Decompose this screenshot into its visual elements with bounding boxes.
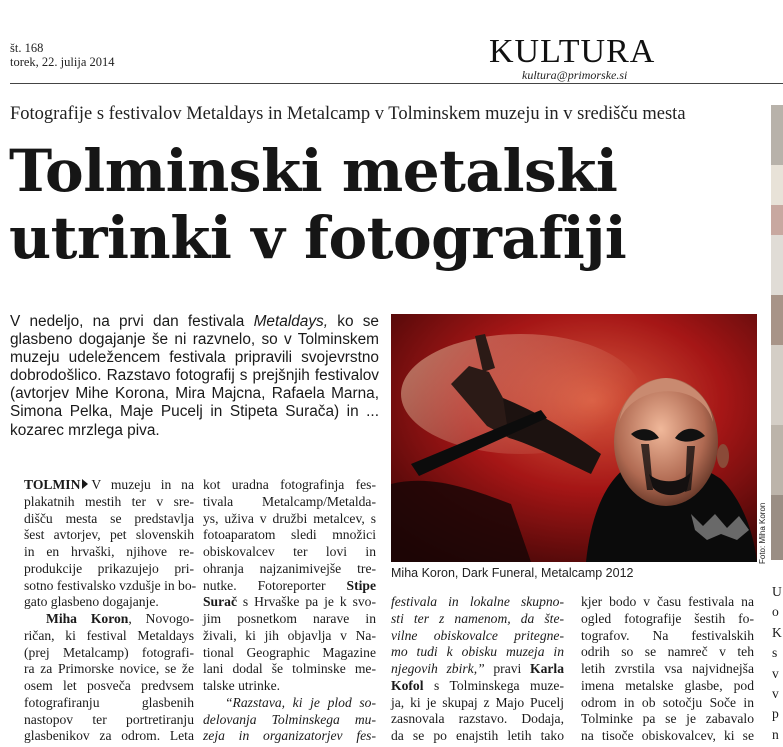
col3-quote-line: sti ter z namenom, da šte- — [391, 610, 564, 626]
col1-line: osem let posveča predvsem — [24, 678, 194, 693]
section-title: KULTURA — [489, 33, 656, 70]
headline-line-1: Tolminski metalski — [9, 137, 618, 205]
col1-line: ričan, ki festival Metaldays — [24, 627, 194, 643]
fragment-line: v — [772, 665, 779, 681]
fragment-line: p — [772, 706, 779, 722]
col2-line: nutke. Fotoreporter — [203, 577, 347, 593]
col2-line: ohranja najzanimivejše tre- — [203, 560, 376, 576]
curator-name-first: Karla — [530, 661, 564, 676]
lead-text-end: ko se glasbeno dogajanje še ni razvnelo, so v Tolminskem muzeju udeležencem festivala pripravili svojevrstno dobrodošlico. Razstavo fotografij s prejšnjih festivalov (avtorjev Mihe Korona, Mira Majcna, Rafaela Marna, Simona Pelka, Maje Pucelj in Stipeta Surača) in ... kozarec mrzlega piva. — [10, 313, 379, 439]
col1-line: (prej Metalcamp) fotografi- — [24, 644, 194, 660]
col2-quote-line: “Razstava, ki je plod so- — [225, 694, 376, 710]
col4-line: letih zvrstila vsa najvidnejša — [581, 661, 754, 676]
photographer-name-last: Surač — [203, 594, 237, 610]
col1-line: ra za Primorske novice, se že — [24, 661, 194, 677]
col4-line: na tisoče obiskovalcev, ki se — [581, 728, 754, 743]
col4-line: odrih so se namreč v teh — [581, 644, 754, 660]
col1-line: glasbenikov za odrom. Leta — [24, 728, 194, 744]
headline-line-2: utrinki v fotografiji — [9, 204, 627, 272]
col2-line: tional Geographic Magazine — [203, 644, 376, 660]
col1-line: in en hrvaški, njihove re- — [24, 544, 194, 559]
col3-line: zasnovala razstavo. Dodaja, — [391, 711, 564, 727]
fragment-line: n — [772, 726, 779, 742]
col2-line: fotoaparatom sledi množici — [203, 527, 376, 543]
col3-quote-line: njegovih zbirk,” — [391, 661, 485, 676]
col2-line: tivala Metalcamp/Metalda- — [203, 493, 376, 509]
col1-line: nastopov ter portretiranju — [24, 711, 194, 727]
dateline: TOLMIN — [24, 477, 81, 492]
col1-line: V muzeju in na — [91, 477, 194, 492]
col4-line: Tolminke pa se je zabavalo — [581, 711, 754, 727]
col2-line: ys, uživa v družbi metalcev, s — [203, 510, 376, 526]
col3-quote-line: vilne obiskovalce pritegne- — [391, 627, 564, 643]
col2-line: s Hrvaške pa je k svo- — [236, 594, 376, 610]
body-column-4 — [581, 594, 754, 745]
col3-quote-line: festivala in lokalne skupno- — [391, 594, 564, 609]
issue-date: torek, 22. julija 2014 — [10, 55, 115, 69]
col2-quote-line: delovanja Tolminskega mu- — [203, 711, 376, 727]
col1-line: produkcije prikazujejo pri- — [24, 560, 194, 576]
lead-festival-name: Metaldays, — [253, 313, 329, 330]
dateline-arrow-icon — [82, 479, 88, 489]
col3-line: ja, ki je skupaj z Majo Pucelj — [391, 694, 564, 710]
col1-line: fotografiranju glasbenih — [24, 694, 194, 710]
col2-line: jim posnetkom narave in — [203, 611, 376, 626]
photo-credit: Foto: Miha Koron — [758, 502, 767, 564]
col1-line: plakatnih mestih ter v sre- — [24, 493, 194, 509]
article-kicker: Fotografije s festivalov Metaldays in Metalcamp v Tolminskem muzeju in v središču mesta — [10, 104, 686, 124]
author-name-koron: Miha Koron — [46, 611, 129, 626]
lead-text-start: V nedeljo, na prvi dan festivala — [10, 313, 254, 330]
adjacent-article-fragment — [772, 582, 783, 745]
col2-line: kot uradna fotografinja fes- — [203, 477, 376, 492]
curator-name-last: Kofol — [391, 677, 424, 693]
photo-caption: Miha Koron, Dark Funeral, Metalcamp 2012 — [391, 566, 634, 580]
fragment-line: s — [772, 645, 778, 661]
col1-line: dišču mesta se predstavlja — [24, 510, 194, 526]
col2-line: lani dodal še tolminske me- — [203, 661, 376, 677]
col1-line: šest avtorjev, pet slovenskih — [24, 527, 194, 543]
col1-line: sotno festivalsko vzdušje in bo- — [24, 577, 197, 593]
col1-line: , Novogo- — [128, 611, 194, 626]
concert-photo — [391, 314, 757, 562]
article-lead — [10, 313, 379, 440]
col4-line: tografov. Na festivalskih — [581, 627, 754, 643]
section-email: kultura@primorske.si — [522, 68, 628, 82]
col1-line: gato glasbeno dogajanje. — [24, 594, 159, 610]
col2-quote-line: zeja in organizatorjev fes- — [203, 728, 376, 744]
masthead-rule — [10, 83, 783, 84]
concert-photo-illustration — [391, 314, 757, 562]
body-column-1 — [24, 477, 197, 745]
body-column-3 — [391, 594, 564, 745]
col4-line: imena metalske glasbe, pod — [581, 677, 754, 693]
fragment-line: K — [772, 624, 782, 640]
fragment-line: v — [772, 686, 779, 702]
col3-line: pravi — [484, 661, 531, 676]
col3-line: da se po enajstih letih tako — [391, 728, 564, 743]
col3-quote-line: mo tudi k obisku muzeja in — [391, 644, 564, 660]
body-column-2 — [203, 477, 376, 745]
col2-line: živali, ki jih objavlja v Na- — [203, 627, 376, 643]
col4-line: kjer bodo v času festivala na — [581, 594, 754, 609]
fragment-line: o — [772, 604, 779, 620]
col3-line: s Tolminskega muze- — [423, 677, 564, 693]
col2-line: obiskovalcev ter lovi in — [203, 544, 376, 559]
photographer-name-first: Stipe — [346, 577, 376, 593]
issue-number: št. 168 — [10, 41, 44, 55]
col4-line: ogled fotografije šestih fo- — [581, 610, 754, 626]
adjacent-photo-illustration — [771, 105, 783, 560]
col2-line: talske utrinke. — [203, 678, 281, 693]
fragment-line: U — [772, 584, 782, 599]
col4-line: odrom in ob sotočju Soče in — [581, 694, 754, 710]
adjacent-photo-edge — [771, 105, 783, 560]
